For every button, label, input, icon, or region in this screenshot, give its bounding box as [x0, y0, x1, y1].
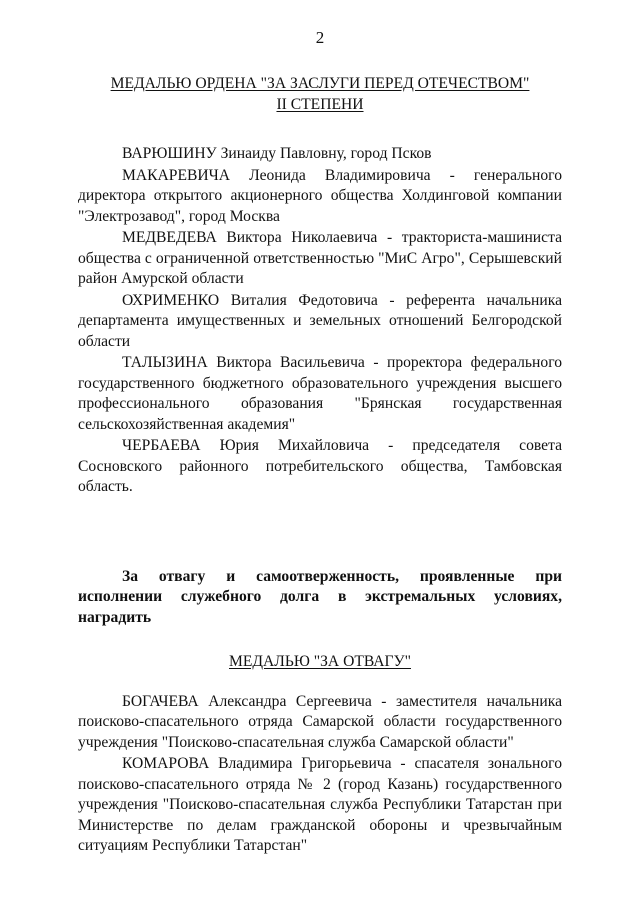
medal-title-1-line1: МЕДАЛЬЮ ОРДЕНА "ЗА ЗАСЛУГИ ПЕРЕД ОТЕЧЕСТВОМ": [110, 75, 530, 92]
award-reason-paragraph: За отвагу и самоотверженность, проявленные при исполнении служебного долга в экстремальных условиях, наградить: [78, 567, 562, 626]
awardee-entry: КОМАРОВА Владимира Григорьевича - спасателя зонального поисково-спасательного отряда № 2 (город Казань) государственного учреждения "Поисково-спасательная служба Республики Татарстан при Министерстве по делам гражданской обороны и чрезвычайным ситуациям Республики Татарстан": [78, 755, 562, 854]
awardee-entry: ОХРИМЕНКО Виталия Федотовича - референта начальника департамента имущественных и земельных отношений Белгородской области: [78, 291, 562, 350]
page-number: 2: [315, 28, 325, 47]
medal-title-2-text: МЕДАЛЬЮ "ЗА ОТВАГУ": [229, 653, 411, 670]
document-body: [78, 74, 562, 858]
awardee-list-1: [78, 144, 562, 498]
awardee-entry: МАКАРЕВИЧА Леонида Владимировича - генерального директора открытого акционерного общества Холдинговой компании "Электрозавод", город Москва: [78, 166, 562, 225]
awardee-entry: ВАРЮШИНУ Зинаиду Павловну, город Псков: [122, 145, 432, 162]
medal-title-1-line2: II СТЕПЕНИ: [276, 95, 364, 113]
awardee-entry: БОГАЧЕВА Александра Сергеевича - заместителя начальника поисково-спасательного отряда Самарской области государственного учреждения "Поисково-спасательная служба Самарской области": [78, 692, 562, 751]
awardee-list-2: [78, 692, 562, 857]
awardee-entry: ЧЕРБАЕВА Юрия Михайловича - председателя совета Сосновского районного потребительского общества, Тамбовская область.: [78, 437, 562, 495]
awardee-entry: МЕДВЕДЕВА Виктора Николаевича - тракториста-машиниста общества с ограниченной ответственностью "МиС Агро", Серышевский район Амурской области: [78, 229, 562, 287]
medal-title-1: [78, 74, 562, 115]
medal-title-2: [78, 652, 562, 673]
awardee-entry: ТАЛЫЗИНА Виктора Васильевича - проректора федерального государственного бюджетного образовательного учреждения высшего профессионального образования "Брянская государственная сельскохозяйственная академия": [78, 354, 562, 433]
